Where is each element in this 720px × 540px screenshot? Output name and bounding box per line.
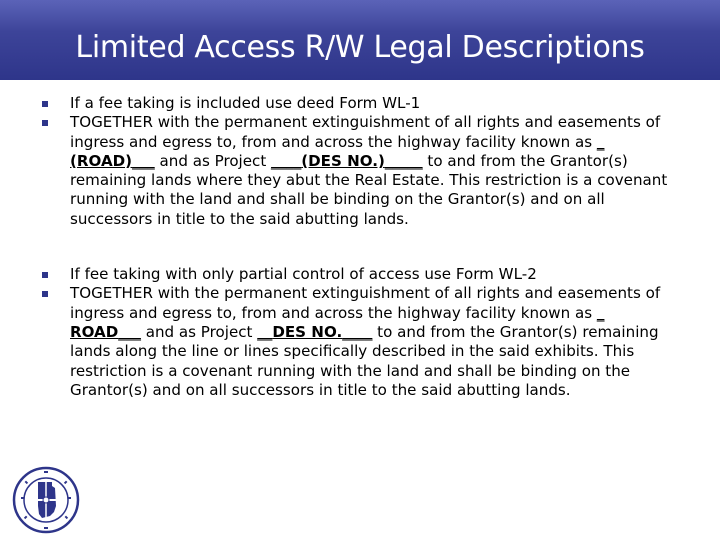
spacer	[40, 229, 680, 265]
title-banner	[0, 0, 720, 80]
blank-underline: _	[596, 303, 605, 322]
bullet-marker-icon	[42, 101, 48, 107]
blank-underline: __	[257, 322, 273, 341]
clause-text: TOGETHER with the permanent extinguishment of all rights and easements of ingress and egress to, from and across the highway facility known as	[70, 284, 661, 322]
clause-text: TOGETHER with the permanent extinguishment of all rights and easements of ingress and egress to, from and across the highway facility known as	[70, 113, 661, 151]
blank-underline: _____	[384, 151, 423, 170]
bullet-marker-icon	[42, 291, 48, 297]
blank-underline: ___	[132, 151, 155, 170]
bullet-marker-icon	[42, 120, 48, 126]
bullet-partial-control-wl2	[40, 265, 680, 284]
road-placeholder: (ROAD)	[70, 151, 133, 170]
des-no-placeholder: DES NO.	[272, 322, 343, 341]
bullet-marker-icon	[42, 272, 48, 278]
bullet-text: If a fee taking is included use deed Form WL-1	[70, 94, 421, 112]
blank-underline: ___	[118, 322, 141, 341]
blank-underline: ____	[271, 151, 302, 170]
road-placeholder: ROAD	[70, 322, 119, 341]
bullet-together-clause-2	[40, 284, 680, 400]
slide-title: Limited Access R/W Legal Descriptions	[75, 30, 645, 65]
bullet-together-clause-1	[40, 113, 680, 229]
bullet-fee-taking-wl1	[40, 94, 680, 113]
clause-text: to and from the Grantor(s) remaining lands along the line or lines specifically described in the said exhibits. This restriction is a covenant running with the land and shall be binding on the Grantor(s) and on all successors in title to the said abutting lands.	[70, 322, 659, 399]
bullet-list	[40, 94, 680, 400]
bullet-text: If fee taking with only partial control of access use Form WL-2	[70, 265, 537, 284]
blank-underline: _	[596, 132, 605, 151]
des-no-placeholder: (DES NO.)	[301, 151, 385, 170]
indot-seal-icon	[12, 466, 80, 534]
indot-seal-graphic	[12, 466, 80, 534]
clause-text: and as Project	[140, 322, 258, 341]
clause-text: to and from the Grantor(s) remaining lands where they abut the Real Estate. This restriction is a covenant running with the land and shall be binding on the Grantor(s) and on all successors in title to the said abutting lands.	[70, 151, 668, 228]
clause-text: and as Project	[154, 151, 272, 170]
blank-underline: ____	[342, 322, 373, 341]
